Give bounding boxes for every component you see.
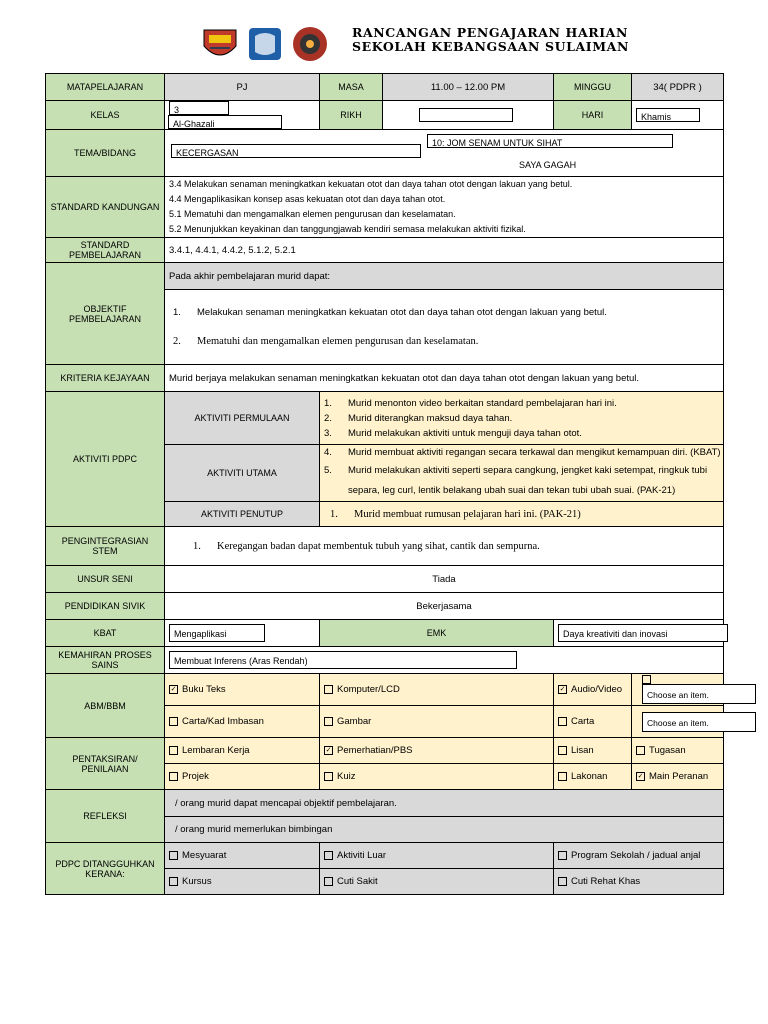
value-sivik: Bekerjasama: [165, 593, 724, 620]
row-ditangguhkan-1: [46, 843, 724, 869]
value-unsur-seni: Tiada: [165, 566, 724, 593]
checked-checkbox-icon[interactable]: ✓: [559, 685, 566, 693]
checked-checkbox-icon[interactable]: ✓: [637, 772, 644, 780]
pentaksiran-option[interactable]: Projek: [165, 764, 320, 790]
label-permulaan: AKTIVITI PERMULAAN: [165, 392, 320, 445]
value-standard-pembelajaran: 3.4.1, 4.4.1, 4.4.2, 5.1.2, 5.2.1: [165, 238, 724, 263]
label-aktiviti: AKTIVITI PDPC: [46, 392, 165, 527]
row-stem: [46, 527, 724, 566]
row-kriteria: [46, 365, 724, 392]
row-abm-1: [46, 674, 724, 706]
checkbox-icon[interactable]: [169, 772, 178, 781]
refleksi-line: / orang murid memerlukan bimbingan: [165, 817, 724, 843]
checkbox-icon[interactable]: [324, 877, 333, 886]
label-abm: ABM/BBM: [46, 674, 165, 738]
school-crest-logo: [200, 24, 240, 64]
title-line-2: SEKOLAH KEBANGSAAN SULAIMAN: [352, 39, 630, 54]
value-masa: 11.00 – 12.00 PM: [383, 74, 554, 101]
abm-option[interactable]: ✓ Buku Teks: [165, 674, 320, 706]
label-objektif: OBJEKTIF PEMBELAJARAN: [46, 263, 165, 365]
label-ditangguhkan: PDPC DITANGGUHKAN KERANA:: [46, 843, 165, 895]
page-title: [352, 26, 652, 54]
tarikh-cell: [383, 101, 554, 130]
permulaan-item: 2. Murid diterangkan maksud daya tahan.: [324, 412, 513, 424]
label-refleksi: REFLEKSI: [46, 790, 165, 843]
row-subject: [46, 74, 724, 101]
label-sivik: PENDIDIKAN SIVIK: [46, 593, 165, 620]
utama-item: 5. Murid melakukan aktiviti seperti separa cangkung, jengket kaki setempat, ringkuk tubi separa, leg curl, lentik belakang ubah suai dan tekan tubi ubah suai. (PAK-21): [324, 465, 708, 496]
row-sivik: [46, 593, 724, 620]
hari-cell: [632, 101, 724, 130]
kbat-cell: [165, 620, 320, 647]
label-kriteria: KRITERIA KEJAYAAN: [46, 365, 165, 392]
checkbox-icon[interactable]: [558, 772, 567, 781]
gear-emblem-logo: [290, 24, 330, 64]
tema-field[interactable]: KECERGASAN: [171, 144, 421, 158]
abm-option[interactable]: Komputer/LCD: [320, 674, 554, 706]
checkbox-icon[interactable]: [169, 717, 178, 726]
label-pentaksiran: PENTAKSIRAN/ PENILAIAN: [46, 738, 165, 790]
ministry-logo: [245, 24, 285, 64]
sk-item: 5.2 Menunjukkan keyakinan dan tanggungjawab kendiri semasa melakukan aktiviti fizikal.: [169, 224, 526, 234]
checked-checkbox-icon[interactable]: ✓: [325, 746, 332, 754]
standard-kandungan-list: [165, 177, 724, 238]
label-stem: PENGINTEGRASIAN STEM: [46, 527, 165, 566]
checkbox-icon[interactable]: [169, 851, 178, 860]
page-header: [200, 24, 640, 68]
stem-item: 1. Keregangan badan dapat membentuk tubuh yang sihat, cantik dan sempurna.: [165, 527, 724, 566]
permulaan-item: 1. Murid menonton video berkaitan standard pembelajaran hari ini.: [324, 397, 617, 409]
sk-item: 3.4 Melakukan senaman meningkatkan kekuatan otot dan daya tahan otot dengan lakuan yang betul.: [169, 179, 573, 189]
proses-sains-cell: [165, 647, 724, 674]
utama-item: 4. Murid membuat aktiviti regangan secara terkawal dan mengikut kemampuan diri. (KBAT): [324, 447, 721, 458]
abm-choose-cell: [632, 706, 724, 738]
label-matapelajaran: MATAPELAJARAN: [46, 74, 165, 101]
checkbox-icon[interactable]: [642, 675, 651, 684]
ditangguhkan-option[interactable]: Aktiviti Luar: [320, 843, 554, 869]
ditangguhkan-option[interactable]: Program Sekolah / jadual anjal: [554, 843, 724, 869]
kelas-cell: [165, 101, 320, 130]
abm-option[interactable]: Carta/Kad Imbasan: [165, 706, 320, 738]
kelas-name-field[interactable]: Al-Ghazali: [168, 115, 282, 129]
tajuk-field[interactable]: 10: JOM SENAM UNTUK SIHAT: [427, 134, 673, 148]
penutup-item: 1. Murid membuat rumusan pelajaran hari ini. (PAK-21): [320, 502, 724, 527]
ditangguhkan-option[interactable]: Kursus: [165, 869, 320, 895]
proses-sains-field[interactable]: Membuat Inferens (Aras Rendah): [169, 651, 517, 669]
row-tema: [46, 130, 724, 177]
label-standard-kandungan: STANDARD KANDUNGAN: [46, 177, 165, 238]
ditangguhkan-option[interactable]: Cuti Sakit: [320, 869, 554, 895]
sk-item: 5.1 Mematuhi dan mengamalkan elemen pengurusan dan keselamatan.: [169, 209, 456, 219]
hari-field[interactable]: Khamis: [636, 108, 700, 122]
pentaksiran-option[interactable]: ✓ Main Peranan: [632, 764, 724, 790]
refleksi-line: / orang murid dapat mencapai objektif pembelajaran.: [165, 790, 724, 817]
pentaksiran-option[interactable]: Lembaran Kerja: [165, 738, 320, 764]
objektif-intro: Pada akhir pembelajaran murid dapat:: [165, 263, 724, 290]
objektif-list: [165, 290, 724, 365]
checkbox-icon[interactable]: [324, 851, 333, 860]
abm-option[interactable]: Gambar: [320, 706, 554, 738]
pentaksiran-option[interactable]: Kuiz: [320, 764, 554, 790]
utama-list: [320, 445, 724, 502]
pentaksiran-option[interactable]: Tugasan: [632, 738, 724, 764]
label-tema: TEMA/BIDANG: [46, 130, 165, 177]
label-emk: EMK: [320, 620, 554, 647]
tema-cell: [165, 130, 724, 177]
label-standard-pembelajaran: STANDARD PEMBELAJARAN: [46, 238, 165, 263]
abm-option[interactable]: Carta: [554, 706, 632, 738]
label-penutup: AKTIVITI PENUTUP: [165, 502, 320, 527]
label-hari: HARI: [554, 101, 632, 130]
title-line-1: RANCANGAN PENGAJARAN HARIAN: [352, 25, 629, 40]
sk-item: 4.4 Mengaplikasikan konsep asas kekuatan otot dan daya tahan otot.: [169, 194, 446, 204]
checkbox-icon[interactable]: [558, 717, 567, 726]
row-refleksi-1: [46, 790, 724, 817]
row-kbat: [46, 620, 724, 647]
checkbox-icon[interactable]: [324, 717, 333, 726]
checkbox-icon[interactable]: [558, 746, 567, 755]
checked-checkbox-icon[interactable]: ✓: [170, 685, 177, 693]
checkbox-icon[interactable]: [324, 772, 333, 781]
row-unsur-seni: [46, 566, 724, 593]
label-proses-sains: KEMAHIRAN PROSES SAINS: [46, 647, 165, 674]
checkbox-icon[interactable]: [558, 877, 567, 886]
label-masa: MASA: [320, 74, 383, 101]
objektif-item: 1. Melakukan senaman meningkatkan kekuatan otot dan daya tahan otot dengan lakuan yang betul.: [173, 307, 607, 318]
row-objektif-intro: [46, 263, 724, 290]
row-standard-kandungan: [46, 177, 724, 238]
label-kelas: KELAS: [46, 101, 165, 130]
pentaksiran-option[interactable]: Lakonan: [554, 764, 632, 790]
emk-field[interactable]: Daya kreativiti dan inovasi: [558, 624, 728, 642]
emk-cell: [554, 620, 724, 647]
tarikh-field[interactable]: [419, 108, 513, 122]
checkbox-icon[interactable]: [169, 746, 178, 755]
value-matapelajaran: PJ: [165, 74, 320, 101]
value-kriteria: Murid berjaya melakukan senaman meningkatkan kekuatan otot dan daya tahan otot dengan lakuan yang betul.: [165, 365, 724, 392]
checkbox-icon[interactable]: [324, 685, 333, 694]
label-utama: AKTIVITI UTAMA: [165, 445, 320, 502]
kelas-number-field[interactable]: 3: [169, 101, 229, 115]
abm-option[interactable]: ✓ Audio/Video: [554, 674, 632, 706]
kbat-field[interactable]: Mengaplikasi: [169, 624, 265, 642]
abm-choose-cell: [632, 674, 724, 706]
label-minggu: MINGGU: [554, 74, 632, 101]
permulaan-item: 3. Murid melakukan aktiviti untuk menguji daya tahan otot.: [324, 427, 582, 439]
ditangguhkan-option[interactable]: Cuti Rehat Khas: [554, 869, 724, 895]
row-aktiviti-permulaan: [46, 392, 724, 445]
tajuk-subtitle: SAYA GAGAH: [519, 160, 577, 170]
label-unsur-seni: UNSUR SENI: [46, 566, 165, 593]
choose-item-dropdown[interactable]: Choose an item.: [642, 712, 756, 732]
checkbox-icon[interactable]: [636, 746, 645, 755]
value-minggu: 34( PDPR ): [632, 74, 724, 101]
row-proses-sains: [46, 647, 724, 674]
row-class: [46, 101, 724, 130]
checkbox-icon[interactable]: [169, 877, 178, 886]
label-kbat: KBAT: [46, 620, 165, 647]
pentaksiran-option[interactable]: ✓ Pemerhatian/PBS: [320, 738, 554, 764]
checkbox-icon[interactable]: [558, 851, 567, 860]
row-standard-pembelajaran: [46, 238, 724, 263]
row-pentaksiran-1: [46, 738, 724, 764]
pentaksiran-option[interactable]: Lisan: [554, 738, 632, 764]
choose-item-dropdown[interactable]: Choose an item.: [642, 684, 756, 704]
permulaan-list: [320, 392, 724, 445]
ditangguhkan-option[interactable]: Mesyuarat: [165, 843, 320, 869]
lesson-plan-table: [45, 73, 724, 895]
label-tarikh: RIKH: [320, 101, 383, 130]
objektif-item: 2. Mematuhi dan mengamalkan elemen pengurusan dan keselamatan.: [173, 336, 479, 347]
